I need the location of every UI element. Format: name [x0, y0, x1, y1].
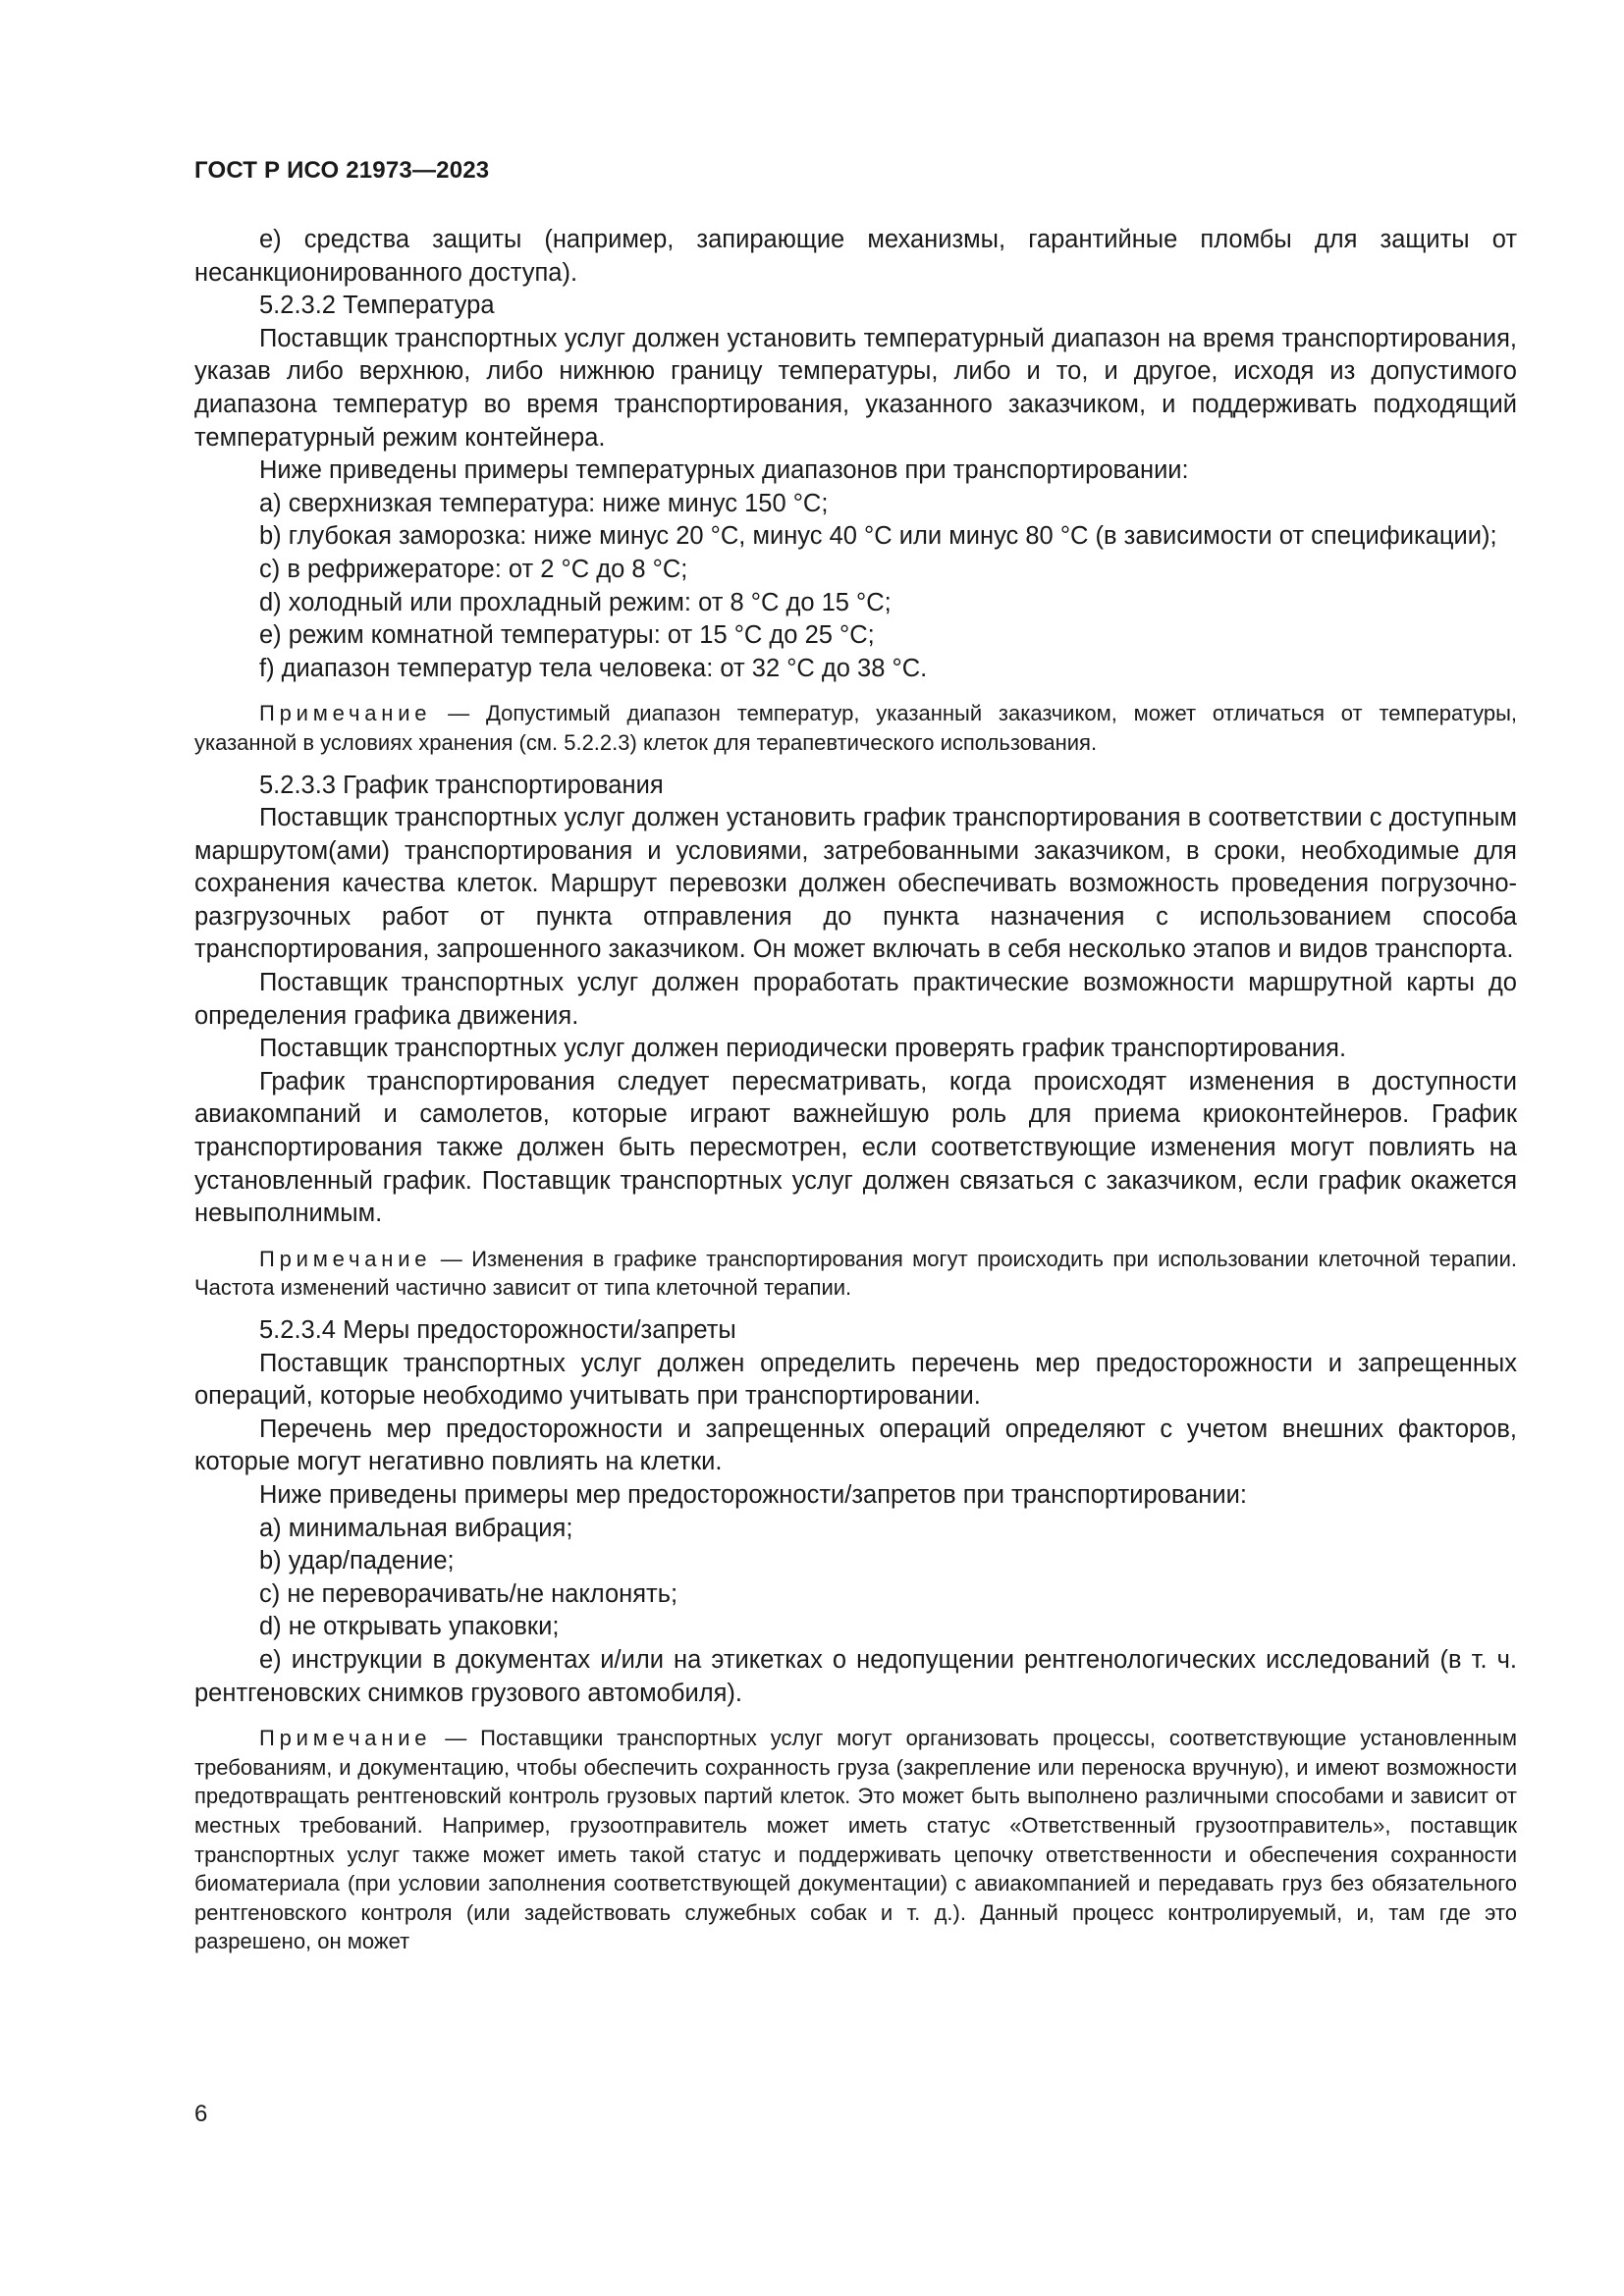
paragraph: Поставщик транспортных услуг должен определить перечень мер предосторожности и запрещенных операций, которые необходимо учитывать при транспортировании.	[194, 1349, 1517, 1411]
note-2	[194, 1245, 1517, 1303]
list-item: c) в рефрижераторе: от 2 °С до 8 °С;	[259, 555, 688, 583]
list-item: a) минимальная вибрация;	[259, 1514, 573, 1542]
paragraph: Ниже приведены примеры мер предосторожности/запретов при транспортировании:	[259, 1480, 1247, 1509]
paragraph: Перечень мер предосторожности и запрещенных операций определяют с учетом внешних факторов, которые могут негативно повлиять на клетки.	[194, 1415, 1517, 1476]
list-item: c) не переворачивать/не наклонять;	[259, 1579, 678, 1608]
list-item: f) диапазон температур тела человека: от 32 °С до 38 °С.	[259, 654, 928, 682]
list-item: b) удар/падение;	[259, 1547, 455, 1575]
section-heading-5-2-3-4: 5.2.3.4 Меры предосторожности/запреты	[259, 1316, 736, 1344]
section-heading-5-2-3-3: 5.2.3.3 График транспортирования	[259, 771, 664, 799]
paragraph: Поставщик транспортных услуг должен установить температурный диапазон на время транспортирования, указав либо верхнюю, либо нижнюю границу температуры, либо и то, и другое, исходя из допустимого диапазона температур во время транспортирования, указанного заказчиком, и поддерживать подходящий температурный режим контейнера.	[194, 324, 1517, 452]
list-item-e-protection: е) средства защиты (например, запирающие механизмы, гарантийные пломбы для защиты от несанкционированного доступа).	[194, 226, 1517, 287]
list-item: b) глубокая заморозка: ниже минус 20 °С, минус 40 °С или минус 80 °С (в зависимости от спецификации);	[259, 522, 1497, 551]
paragraph: Поставщик транспортных услуг должен проработать практические возможности маршрутной карты до определения графика движения.	[194, 969, 1517, 1030]
note-1	[194, 699, 1517, 757]
note-text: — Допустимый диапазон температур, указанный заказчиком, может отличаться от температуры, указанной в условиях хранения (см. 5.2.2.3) клеток для терапевтического использования.	[194, 701, 1517, 755]
note-text: — Изменения в графике транспортирования могут происходить при использовании клеточной терапии. Частота изменений частично зависит от типа клеточной терапии.	[194, 1246, 1517, 1301]
list-item: a) сверхнизкая температура: ниже минус 150 °С;	[259, 489, 829, 517]
list-item: е) инструкции в документах и/или на этикетках о недопущении рентгенологических исследований (в т. ч. рентгеновских снимков грузового автомобиля).	[194, 1645, 1517, 1707]
page-number: 6	[194, 2101, 208, 2127]
note-label: Примечание	[259, 1726, 432, 1751]
paragraph: Ниже приведены примеры температурных диапазонов при транспортировании:	[259, 456, 1189, 485]
paragraph: График транспортирования следует пересматривать, когда происходят изменения в доступности авиакомпаний и самолетов, которые играют важнейшую роль для приема криоконтейнеров. График транспортирования также должен быть пересмотрен, если соответствующие изменения могут повлиять на установленный график. Поставщик транспортных услуг должен связаться с заказчиком, если график окажется невыполнимым.	[194, 1067, 1517, 1228]
note-3	[194, 1724, 1517, 1956]
list-item: е) режим комнатной температуры: от 15 °С до 25 °С;	[259, 621, 875, 650]
document-header: ГОСТ Р ИСО 21973—2023	[194, 157, 490, 184]
list-item: d) не открывать упаковки;	[259, 1613, 560, 1641]
list-item: d) холодный или прохладный режим: от 8 °С до 15 °С;	[259, 588, 892, 616]
section-heading-5-2-3-2: 5.2.3.2 Температура	[259, 292, 495, 320]
paragraph: Поставщик транспортных услуг должен установить график транспортирования в соответствии с доступным маршрутом(ами) транспортирования и условиями, затребованными заказчиком, в сроки, необходимые для сохранения качества клеток. Маршрут перевозки должен обеспечивать возможность проведения погрузочно-разгрузочных работ от пункта отправления до пункта назначения с использованием способа транспортирования, запрошенного заказчиком. Он может включать в себя несколько этапов и видов транспорта.	[194, 804, 1517, 964]
note-label: Примечание	[259, 1246, 432, 1271]
note-label: Примечание	[259, 701, 432, 726]
note-text: — Поставщики транспортных услуг могут организовать процессы, соответствующие установленным требованиям, и документацию, чтобы обеспечить сохранность груза (закрепление или переноска вручную), и имеют возможности предотвращать рентгеновский контроль грузовых партий клеток. Это может быть выполнено различными способами и зависит от местных требований. Например, грузоотправитель может иметь статус «Ответственный грузоотправитель», поставщик транспортных услуг также может иметь такой статус и поддерживать цепочку ответственности и обеспечения сохранности биоматериала (при условии заполнения соответствующей документации) с авиакомпанией и передавать груз без обязательного рентгеновского контроля (или задействовать служебных собак и т. д.). Данный процесс контролируемый, и, там где это разрешено, он может	[194, 1726, 1517, 1954]
paragraph: Поставщик транспортных услуг должен периодически проверять график транспортирования.	[259, 1035, 1347, 1063]
document-body	[194, 224, 1517, 1968]
